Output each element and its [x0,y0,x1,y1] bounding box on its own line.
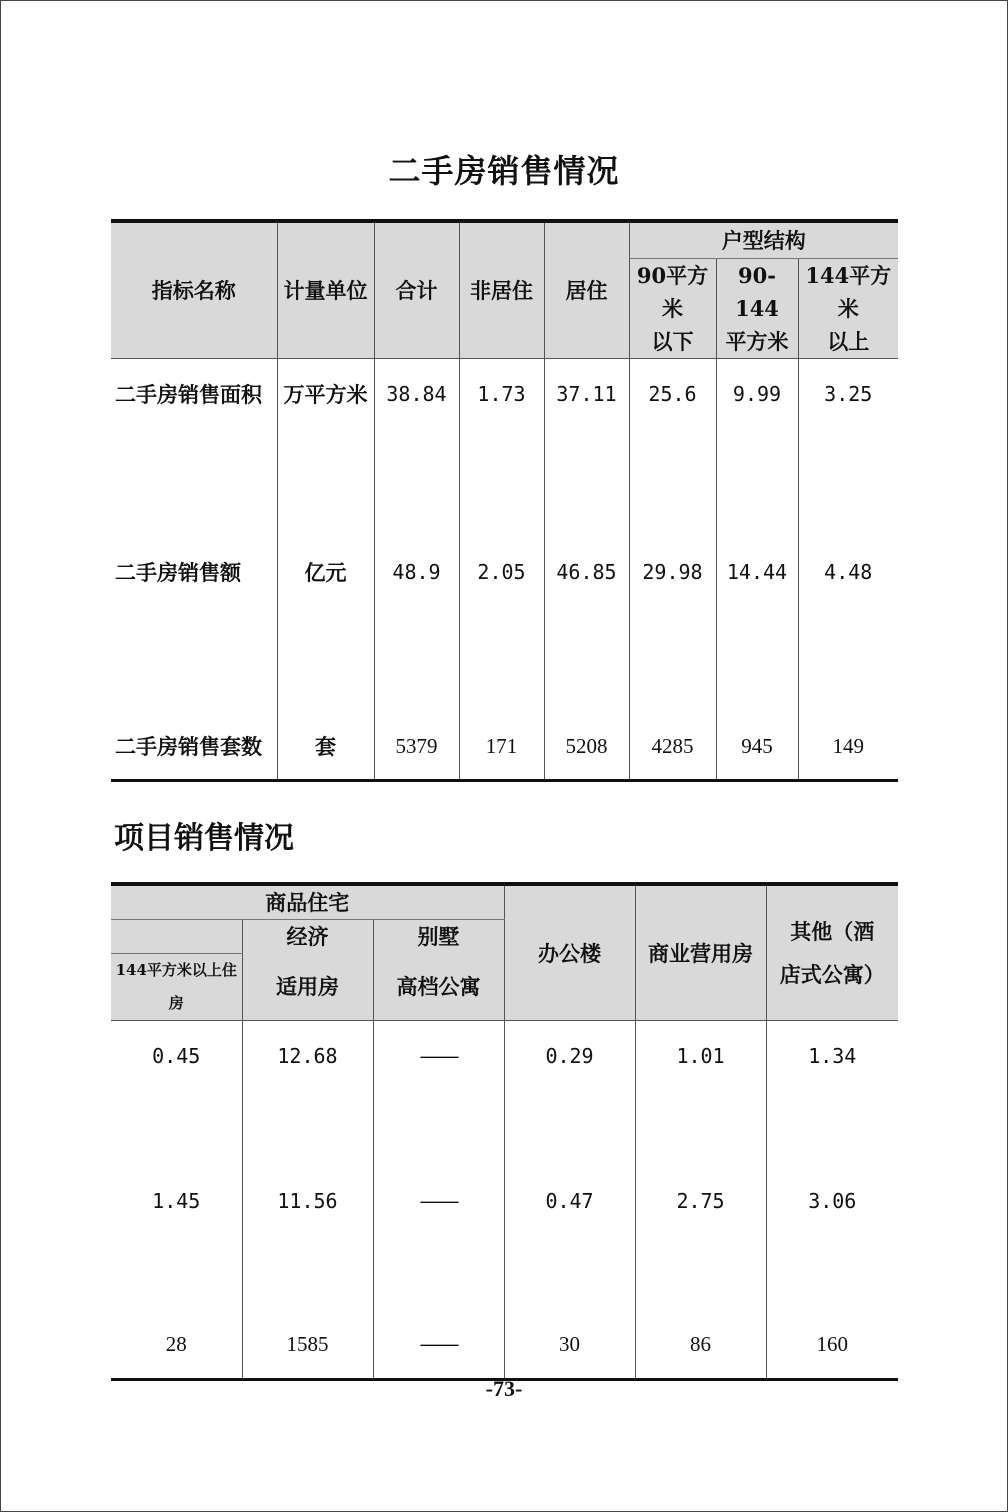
cell-below90: 29.98 [629,536,716,608]
cell-above144: 4.48 [824,559,873,584]
header-total: 合计 [374,221,459,358]
header-other-line2: 店式公寓） [779,962,885,987]
header-non-residential: 非居住 [459,221,544,358]
cell-commercial: 1.01 [635,1021,766,1093]
table-row [111,358,898,430]
header-unit: 计量单位 [277,221,374,358]
header-sub-above144-line2: 以上 [827,328,870,354]
cell-affordable: 12.68 [242,1021,373,1093]
cell-total: 5379 [374,714,459,780]
cell-residential: 37.11 [544,358,629,430]
cell-other: 3.06 [808,1189,857,1213]
row-name: 二手房销售套数 [111,714,277,780]
header-blank [111,920,242,954]
header-structure: 户型结构 [629,221,898,258]
cell-total: 38.84 [374,358,459,430]
header-sub-90-144-line1: 90-144 [735,262,779,321]
cell-90-144: 9.99 [716,358,798,430]
cell-office: 0.29 [504,1021,635,1093]
header-other [766,884,898,1021]
table-row [111,536,898,608]
cell-below90: 25.6 [629,358,716,430]
header-indicator: 指标名称 [111,221,277,358]
cell-commercial: 2.75 [635,1166,766,1238]
row-unit: 亿元 [277,536,374,608]
table-row [111,1021,898,1093]
cell-residential: 5208 [544,714,629,780]
cell-villa: —— [373,1021,504,1093]
cell-90-144: 14.44 [716,536,798,608]
table-row [111,1311,898,1380]
header-sub-90-144 [716,258,798,358]
header-other-line1: 其他（酒 [790,919,875,944]
row-unit: 万平方米 [277,358,374,430]
section1-title: 二手房销售情况 [388,152,620,190]
section2-title: 项目销售情况 [114,821,294,856]
header-affordable-line1: 经济 [242,920,373,954]
cell-90-144: 945 [716,714,798,780]
header-sub-above144-line1: 144平方米 [805,262,892,321]
cell-above144: 28 [111,1311,242,1380]
page-number: -73- [485,1376,523,1401]
cell-below90: 4285 [629,714,716,780]
project-sales-table [111,882,898,1381]
table-row [111,714,898,780]
header-above144-housing: 144平方米以上住房 [111,954,242,1021]
header-commodity-residential: 商品住宅 [111,884,504,920]
table-row [111,1166,898,1238]
row-name: 二手房销售面积 [111,358,277,430]
header-residential: 居住 [544,221,629,358]
cell-residential: 46.85 [544,536,629,608]
header-affordable-line2: 适用房 [242,954,373,1021]
header-commercial: 商业营用房 [635,884,766,1021]
cell-affordable: 11.56 [242,1166,373,1238]
row-unit: 套 [277,714,374,780]
cell-non-residential: 2.05 [459,536,544,608]
cell-non-residential: 1.73 [459,358,544,430]
header-sub-below90-line1: 90平方米 [636,262,709,321]
header-sub-above144 [798,258,898,358]
cell-total: 48.9 [374,536,459,608]
header-sub-90-144-line2: 平方米 [725,328,789,354]
secondhand-sales-table [111,219,898,782]
cell-office: 30 [504,1311,635,1380]
cell-affordable: 1585 [242,1311,373,1380]
cell-other: 160 [816,1331,849,1356]
cell-villa: —— [373,1311,504,1380]
cell-villa: —— [373,1166,504,1238]
cell-above144: 3.25 [824,381,873,406]
cell-office: 0.47 [504,1166,635,1238]
cell-commercial: 86 [635,1311,766,1380]
cell-above144: 149 [832,733,865,758]
cell-non-residential: 171 [459,714,544,780]
cell-other: 1.34 [808,1044,857,1069]
row-name: 二手房销售额 [111,536,277,608]
cell-above144: 1.45 [111,1166,242,1238]
header-villa-line2: 高档公寓 [373,954,504,1021]
cell-above144: 0.45 [111,1021,242,1093]
header-sub-below90 [629,258,716,358]
header-villa-line1: 别墅 [373,920,504,954]
header-office: 办公楼 [504,884,635,1021]
header-sub-below90-line2: 以下 [651,328,694,354]
